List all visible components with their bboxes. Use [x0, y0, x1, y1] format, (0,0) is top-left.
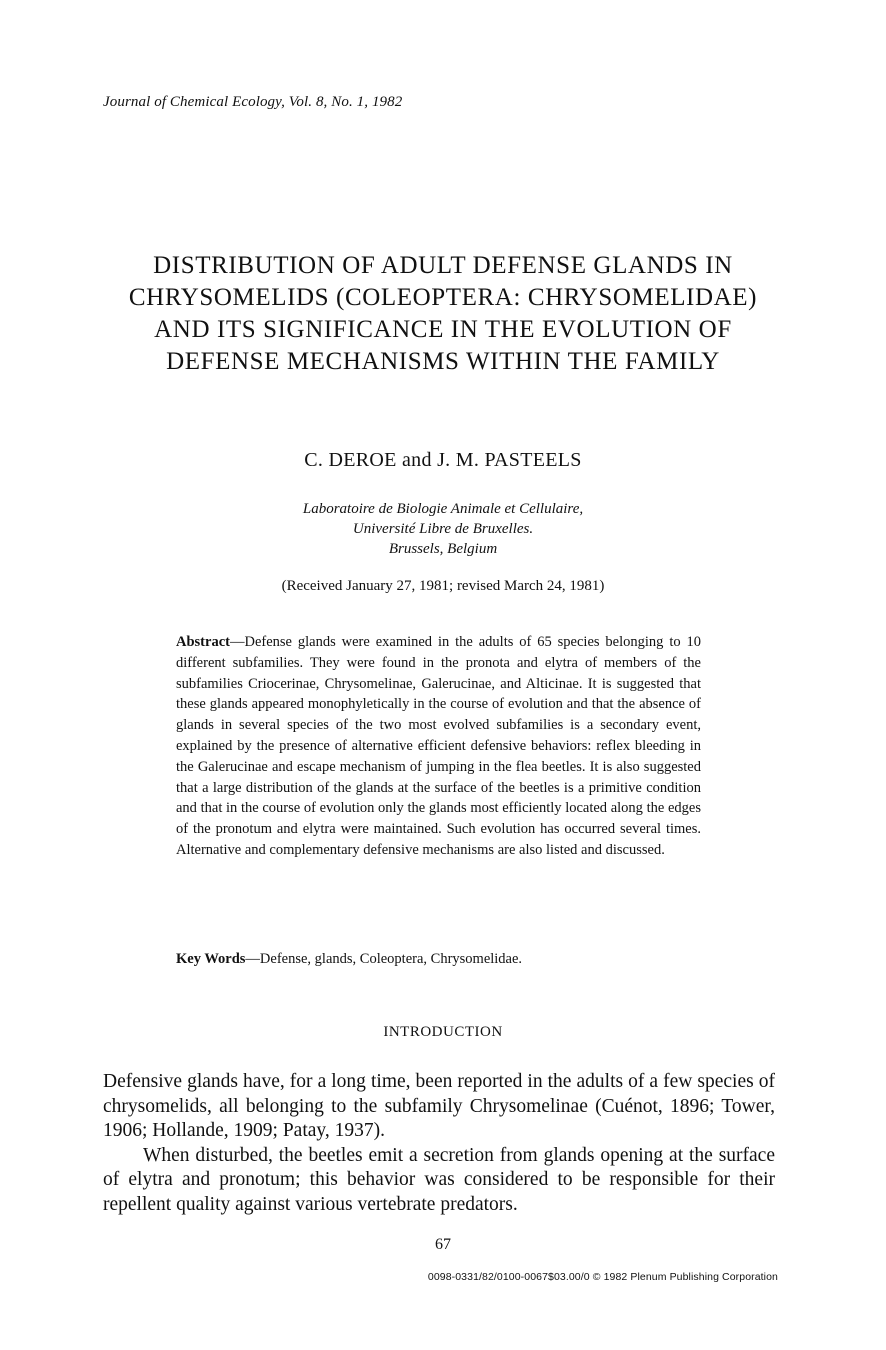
body-text [103, 1070, 775, 1217]
abstract [176, 632, 701, 861]
keywords-text: —Defense, glands, Coleoptera, Chrysomelidae. [245, 951, 523, 967]
copyright-footer: 0098-0331/82/0100-0067$03.00/0 © 1982 Plenum Publishing Corporation [427, 1271, 778, 1283]
body-paragraph-1: Defensive glands have, for a long time, been reported in the adults of a few species of chrysomelids, all belonging to the subfamily Chrysomelinae (Cuénot, 1896; Tower, 1906; Hollande, 1909; Patay, 1937). [103, 1071, 775, 1141]
affiliation [0, 499, 886, 559]
title-line-4: DEFENSE MECHANISMS WITHIN THE FAMILY [166, 348, 720, 375]
section-heading: INTRODUCTION [383, 1024, 503, 1040]
page-number: 67 [435, 1236, 451, 1253]
authors: C. DEROE and J. M. PASTEELS [304, 449, 582, 471]
title-line-3: AND ITS SIGNIFICANCE IN THE EVOLUTION OF [154, 316, 732, 343]
paper-title [60, 250, 826, 378]
keywords-label: Key Words [176, 951, 246, 967]
title-line-2: CHRYSOMELIDS (COLEOPTERA: CHRYSOMELIDAE) [128, 284, 758, 311]
keywords [176, 951, 701, 968]
title-line-1: DISTRIBUTION OF ADULT DEFENSE GLANDS IN [153, 252, 733, 279]
affiliation-line-1: Laboratoire de Biologie Animale et Cellulaire, [302, 501, 584, 517]
journal-citation: Journal of Chemical Ecology, Vol. 8, No. 1, 1982 [103, 94, 403, 110]
received-dates: (Received January 27, 1981; revised March 24, 1981) [281, 578, 605, 594]
body-paragraph-2: When disturbed, the beetles emit a secretion from glands opening at the surface of elytra and pronotum; this behavior was considered to be responsible for their repellent quality against various vertebrate predators. [103, 1144, 775, 1215]
abstract-text: —Defense glands were examined in the adults of 65 species belonging to 10 different subfamilies. They were found in the pronota and elytra of members of the subfamilies Criocerinae, Chrysomelinae, Galerucinae, and Alticinae. It is suggested that these glands appeared monophyletically in the course of evolution and that the absence of glands in several species of the two most evolved subfamilies is a secondary event, explained by the presence of alternative efficient defensive behaviors: reflex bleeding in the Galerucinae and escape mechanism of jumping in the flea beetles. It is also suggested that a large distribution of the glands at the surface of the beetles is a primitive condition and that in the course of evolution only the glands most efficiently located along the edges of the pronotum and elytra were maintained. Such evolution has occurred several times. Alternative and complementary defensive mechanisms are also listed and discussed. [176, 634, 701, 858]
affiliation-line-2: Université Libre de Bruxelles. [352, 521, 534, 537]
abstract-label: Abstract [176, 634, 230, 650]
affiliation-line-3: Brussels, Belgium [388, 541, 498, 557]
